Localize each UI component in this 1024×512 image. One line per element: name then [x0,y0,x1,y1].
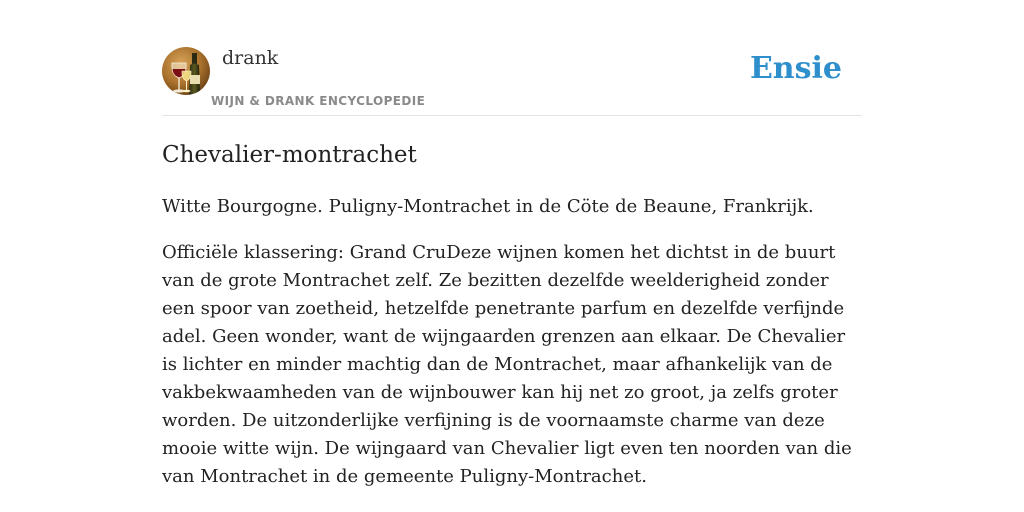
page-container [162,0,862,487]
dictionary-name[interactable]: drank [222,47,279,69]
wine-glass-bottle-icon [162,47,210,95]
dictionary-subtitle: WIJN & DRANK ENCYCLOPEDIE [211,94,426,108]
ensie-logo[interactable]: Ensie [749,51,842,86]
dictionary-header [162,0,862,116]
entry-title: Chevalier-montrachet [162,142,417,168]
dictionary-avatar[interactable] [162,47,210,95]
entry-body: Officiële klassering: Grand CruDeze wijnen komen het dichtst in de buurt van de grote Montrachet zelf. Ze bezitten dezelfde weelderigheid zonder een spoor van zoetheid, hetzelfde penetrante parfum en dezelfde verfijnde adel. Geen wonder, want de wijngaarden grenzen aan elkaar. De Chevalier is lichter en minder machtig dan de Montrachet, maar afhankelijk van de vakbekwaamheden van de wijnbouwer kan hij net zo groot, ja zelfs groter worden. De uitzonderlijke verfijning is de voornaamste charme van deze mooie witte wijn. De wijngaard van Chevalier ligt even ten noorden van die van Montrachet in de gemeente Puligny-Montrachet. [162,242,852,487]
entry-intro: Witte Bourgogne. Puligny-Montrachet in de Cöte de Beaune, Frankrijk. [162,196,814,217]
